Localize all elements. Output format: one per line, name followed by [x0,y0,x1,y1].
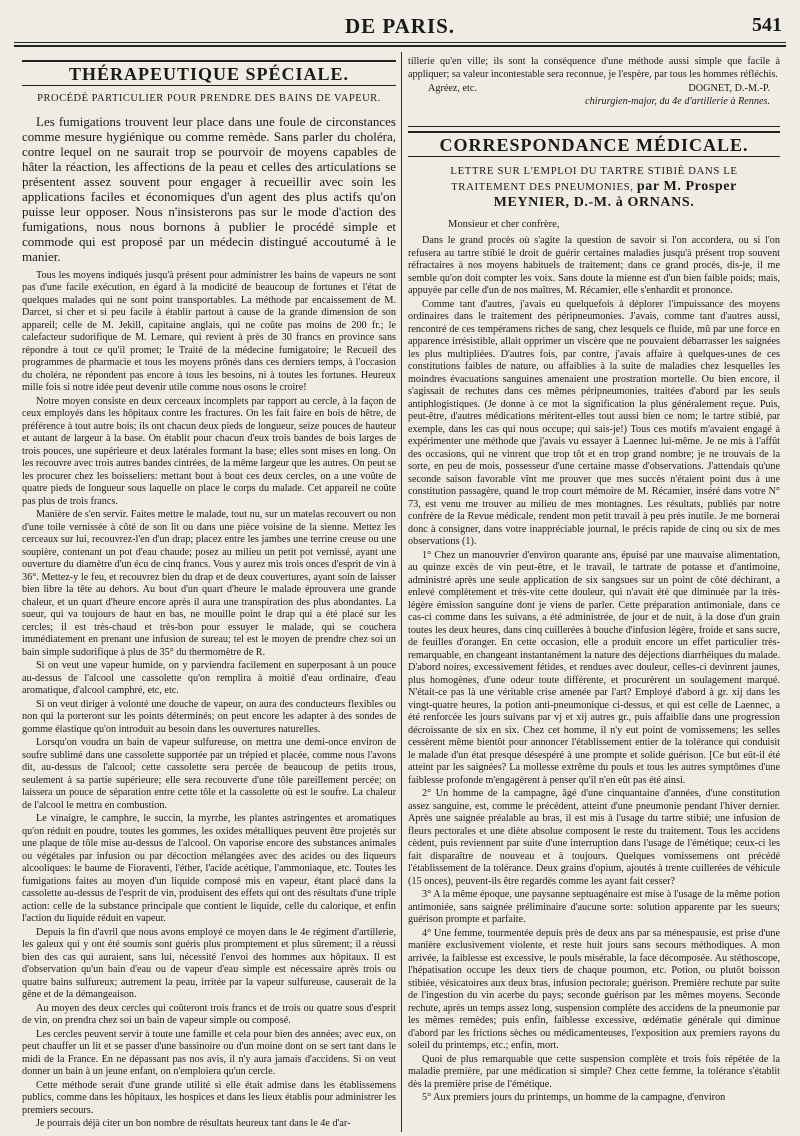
signature-line [428,83,770,96]
paragraph: Quoi de plus remarquable que cette suspension complète et trois fois répétée de la maladie première, par une médication si simple? Chez cette femme, la tolérance s'établit dès la première prise de l'émétique. [408,1053,780,1090]
right-column [408,56,780,1132]
paragraph: Comme tant d'autres, j'avais eu quelquefois à déplorer l'impuissance des moyens ordinaires dans le traitement des péripneumonies. J'avais, comme tant d'autres aussi, rencontré de ces tempéramens riches de sang, chez lesquels ce fluide, mû par une force en apparence irrésistible, allait opprimer un viscère que ne pouvaient débarrasser les saignées les plus multipliées. D'autres fois, par contre, j'avais affaire à quelques-unes de ces constitutions faibles de nature, ou affaiblies à la suite de maladies chez lesquelles les moindres évacuations sanguines amenaient une prostration mortelle. Ou bien encore, il s'agissait de rechutes dans ces mêmes péripneumonies, traitées d'abord par les seuls antiphlogistiques. (Je donne à ce mot la signification la plus généralement reçue. Puis, peut-être, d'autres médications méritent-elles tout aussi bien ce nom; le tartre stibié, par exemple, dans les cas qui nous occupe; qui sais-je!) Tous ces motifs m'avaient engagé à expérimenter une méthode que j'avais vu essayer à Laennec lui-même. Je ne mis à l'affût des occasions, qui ne vinrent que trop tôt et en trop grand nombre; je ne trouvais de la sorte, en peu de mois, possesseur d'une certaine masse d'observations. J'attendais qu'une seconde saison favorable vînt me prouver que mes succès n'étaient point dus à une constitution passagère, quand le trop court mémoire de M. Récamier, inséré dans votre N° 73, est venu me trouver au milieu de mes montagnes. Les résultats, publiés par notre confrère de la Revue médicale, rendent mon petit travail à peu près inutile. Je me bornerai donc à consigner, dans votre inappréciable journal, le précis rapide de cinq ou six de mes observations (1). [408,298,780,547]
paragraph: 5° Aux premiers jours du printemps, un homme de la campagne, d'environ [422,1092,726,1103]
paragraph: 2° Un homme de la campagne, âgé d'une cinquantaine d'années, d'une constitution assez sanguine, est, comme le précédent, atteint d'une pneumonie pendant l'hiver dernier. Après une saignée préalable au bras, il est mis à l'usage du tartre stibié; une infusion de fleurs pectorales et une diète absolue composent le reste du traitement. Tous les accidens cèdent, puis reviennent par suite d'une interruption dans l'usage de l'émétique; ceux-ci les fait disparaître de nouveau et à toujours. Quelques vomissemens ont précédé l'établissement de la tolérance. Deux grains d'opium, ajoutés à trente cuillerées de véhicule (15 onces), peuvent-ils être regardés comme les ayant fait cesser? [408,788,780,887]
column-divider [401,52,402,1132]
paragraph: 4° Une femme, tourmentée depuis près de deux ans par sa ménespausie, est prise d'une manière exclusivement violente, et reste huit jours sans secours méthodiques. A mon arrivée, la faiblesse est excessive, le pouls misérable, la face décomposée. Au stéthoscope, l'hépatisation occupe les deux tiers de chaque poumon, etc. Potion, ou plutôt boisson stibiée, vésicatoires aux deux bras, infusion pectorale; guérison. Première rechute par suite de l'ingestion du vin acerbe du pays; seconde guérison par les mêmes moyens. Seconde rechute, après un temps assez long, suspension complète des accidens de la pneumonie par les mêmes remèdes; puis enfin, faiblesse excessive, œdématie générale qui diminue d'abord par les frictions sèches ou médicamenteuses, l'exposition aux premiers rayons du soleil du printemps, etc.; enfin, mort. [408,927,780,1051]
running-head-title: DE PARIS. [344,14,456,38]
signature-name: DOGNET, D.-M.-P. [688,83,770,94]
lead-paragraph: Les fumigations trouvent leur place dans une foule de circonstances comme mesure hygiénique ou comme remède. Sans parler du choléra, contre lequel on ne saurait trop se pourvoir de moyens capables de hâter la réaction, les affections de la peau et celles des articulations se présentent assez souvent pour engager à recueillir avec soin les applications faciles et économiques d'un agent des plus actifs qu'on puisse leur opposer. Nous n'insisterons pas sur le mode d'action des fumigations, nous nous bornons à publier le procédé simple et commode qui est proposé par un médecin distingué accoutumé à le manier. [22,113,396,264]
letter-author: par M. Prosper MEYNIER, D.-M. à ORNANS. [493,178,737,210]
paragraph: Le vinaigre, le camphre, le succin, la myrrhe, les plantes astringentes et aromatiques qu'on réduit en poudre, toutes les gommes, les oxides métalliques peuvent être projetés sur une plaque de tôle mise au-dessus de l'alcool. On vaporise encore des substances animales ou végétales par infusion ou par décoction mélangées avec des acides ou des liqueurs alcooliques: le baume de Fioraventi, l'éther, l'acide acétique, l'ammoniaque, etc. Toutes les fumigations faites au moyen d'un liquide composé mis en vapeur, étant placé dans la cassolette au-dessus de l'esprit de vin, produisent des effets qui ont des résultats d'une triple action: celle de la substance principale que contient le liquide, celle du calorique, et enfin l'action du liquide réduit en vapeur. [22,813,396,924]
top-rule-thick [14,45,786,47]
paragraph: Dans le grand procès où s'agite la question de savoir si l'on accordera, ou si l'on refusera au tartre stibié le droit de guérir certaines maladies jusqu'à présent trop souvent réfractaires à nos moyens habituels de traitement; dans ce grand procès, dis-je, il me semble qu'on doit compter les voix. Sans doute la mienne est d'un bien faible poids; mais, appuyée par celle d'un de nos maîtres, M. Récamier, elle s'enhardit et prononce. [408,235,780,296]
paragraph: Tous les moyens indiqués jusqu'à présent pour administrer les bains de vapeurs ne sont pas d'une facile exécution, en égard à la modicité de beaucoup de fortunes et l'état de quelques malades qui ne sont point transportables. La méthode par encaissement de M. Darcet, si cher et si peu facile à établir partout à cause de la grande dimension de son appareil; celle de M. Jekill, capitaine anglais, qui ne coûte pas moins de 200 fr.; le calefacteur sudorifique de M. Lemare, qui revient à près de 30 francs en province sans répondre à tout ce qu'il promet; le Traité de la médecine fumigatoire; le Recueil des programmes de pharmacie et tous les moyens prônés dans ces derniers temps, à l'occasion du choléra, ne répondent pas encore à tous les besoins, ni à toutes les fortunes. Heureux mille fois si notre idée peut devenir utile comme nous osons le croire! [22,269,396,393]
letter-heading-text: LETTRE SUR L'EMPLOI DU TARTRE STIBIÉ DANS LE TRAITEMENT DES PNEUMONIES, [450,164,738,193]
paragraph: 1° Chez un manouvrier d'environ quarante ans, épuisé par une mauvaise alimentation, au quinze excès de vin peut-être, et le travail, le tartrate de potasse et d'antimoine, administré après une seule application de six sangsues sur un point de côté déchirant, a enlevé complètement et très-vite cette douleur, qui n'avait été que diminuée par la très-légère émission sanguine dont je viens de parler. Cette préparation antimoniale, dans ce cas-ci comme dans les suivans, a été administrée, de jour et de nuit, à la dose d'un grain toutes les deux heures, dans cinq cuillerées à bouche d'infusion légère, froide et sans sucre, de feuilles d'oranger. En cette occasion, elle a produit encore un effet particulier très-remarquable, en changeant instantanément la nature des déjections diarrhéiques du malade. D'abord noires, excessivement fétides, et rendues avec douleur, celles-ci devinrent jaunes, plus homogènes, d'une odeur toute différente, et procurèrent un soulagement marqué. N'était-ce pas là une véritable crise amenée par l'art? Employé d'abord à gr. xij dans les vingt-quatre heures, la potion anti-pneumonique ci-dessus, et qui est celle de Laennec, a été renforcée les jours suivans par vj et xij autres gr., puis affaiblie dans une progression décroissante de six en six. Chez cet homme, il n'y eut point de vomissemens; les selles cessèrent même bientôt pour annoncer l'établissement entier de la tolérance qui conduisit le malade d'un état presque désespéré à une prompte et solide guérison. [Ce but eût-il été atteint par les saignées? La mollesse extrême du pouls et tous les autres symptômes d'une faiblesse profonde m'engagèrent à penser qu'il n'en eût pas été ainsi. [408,549,780,786]
paragraph: Je pourrais déjà citer un bon nombre de résultats heureux tant dans le 4e d'ar- [36,1118,351,1129]
article-subtitle: PROCÉDÉ PARTICULIER POUR PRENDRE DES BAINS DE VAPEUR. [37,92,381,104]
paragraph: Notre moyen consiste en deux cerceaux incomplets par rapport au cercle, à la façon de ceux employés dans les hôpitaux contre les fractures. On les fait faire en bois de hêtre, de préférence à tout autre bois; ils ont chacun deux pieds de longueur, seize pouces de hauteur et autant de largeur à la base. On établit pour chacun d'eux trois bandes de bois larges de trois pouces, une supérieure et deux latérales formant la base; elles sont mises en long. On les recouvre avec trois autres bandes cintrées, de la même largeur que les autres. On peut se les procurer chez les boisseliers: mettant bout à bout ces deux cercles, on a une voûte de quatre pieds de longueur sous laquelle on place le corps du malade. Cet appareil ne coûte pas plus de trois francs. [22,395,396,507]
paragraph: Si on veut diriger à volonté une douche de vapeur, on aura des conducteurs flexibles ou non qui la porteront sur les points déterminés; on peut encore les adapter à des sondes de gomme élastique qu'on introduit au besoin dans les ouvertures naturelles. [22,698,396,735]
section-header-correspondance [408,131,780,157]
paragraph: Les cercles peuvent servir à toute une famille et cela pour bien des années; avec eux, on peut chauffer un lit et se passer d'une bassinoire ou d'un moine dont on se sert tant dans le midi de la France. En ne dépassant pas nos avis, il n'y aura jamais d'accidens. Si on veut donner un bain à un jeune enfant, on n'emploiera qu'un cercle. [22,1028,396,1077]
paragraph: Depuis la fin d'avril que nous avons employé ce moyen dans le 4e régiment d'artillerie, les galeux qui y ont été soumis sont guéris plus promptement et plus sûrement; il a réussi bien des cas qui auraient, sans lui, nécessité l'envoi des hommes aux hôpitaux. Il est d'observation qu'un bain d'eau ou de vapeur d'eau simple est nécessaire après trois ou quatre bains sulfureux; autrement la peau, irritée par la vapeur sulfureuse, causerait de la gêne et de la démangeaison. [22,926,396,1000]
signature-title: chirurgien-major, du 4e d'artillerie à Rennes. [585,95,770,107]
top-rule [14,42,786,43]
newspaper-page [14,0,786,1136]
page-number: 541 [752,14,782,36]
paragraph: Manière de s'en servir. Faites mettre le malade, tout nu, sur un matelas recouvert ou non d'une toile vernissée à côté de son lit ou dans une pièce voisine de la sienne. Mettez les cerceaux sur lui, recouvrez-l'en d'un drap; placez entre les jambes une terrine creuse ou une soupière, contenant un pot d'eau chaude; posez au milieu un petit pot vernissé, ayant une ouverture du diamètre d'un écu de cinq francs. Vous y aurez mis trois onces d'esprit de vin à 36°. Mettez-y le feu, et recouvrez bien du drap et de deux couvertures, ayant soin de laisser bien libre la tête au dehors. Au bout d'un quart d'heure le malade éprouvera une grande chaleur, et un quart d'heure encore après il aura une transpiration des plus abondantes. La sueur, qui va toujours de haut en bas, ne mouille point le drap qui a été placé sur les cercles; il est très-chaud et très-bon pour essuyer le malade, qui se couchera immédiatement en prenant une infusion de sureau; tel est le moyen de prendre chez soi un bain simple sudorifique à plus de 35° du thermomètre de R. [22,509,396,658]
paragraph: 3° A la même époque, une paysanne septuagénaire est mise à l'usage de la même potion antimoniée, sans saignée préliminaire d'aucune sorte: solution apparente par les sueurs; guérison prompte et parfaite. [408,889,780,925]
salutation: Monsieur et cher confrère, [448,218,560,230]
continued-paragraph: tillerie qu'en ville; ils sont la conséquence d'une méthode aussi simple que facile à appliquer; sa valeur incontestable sera reconnue, je l'espère, par tous les hommes réfléchis. [408,56,780,80]
paragraph: Lorsqu'on voudra un bain de vapeur sulfureuse, on mettra une demi-once environ de soufre sublimé dans une cassolette supportée par un trépied et placée, comme nous l'avons dit, au-dessus de l'alcool; cette cassolette sera percée de beaucoup de petits trous, seulement à sa partie supérieure; elle sera recouverte d'une tôle pareillement percée; on laissera un pouce de séparation entre cette tôle et la cassolette où est le soufre. La chaleur de l'alcool le mettra en combustion. [22,737,396,811]
left-column [22,56,396,1132]
paragraph: Cette méthode serait d'une grande utilité si elle était admise dans les établissemens publics, comme dans les hôpitaux, les hospices et dans les lieux établis pour administrer les premiers secours. [22,1079,396,1116]
section-header-therapeutique [22,60,396,86]
separator-rule [408,126,780,127]
paragraph: Au moyen des deux cercles qui coûteront trois francs et de trois ou quatre sous d'esprit de vin, on prendra chez soi un bain de vapeur simple ou composé. [22,1002,396,1026]
running-head [14,14,786,40]
closing: Agréez, etc. [428,83,477,94]
letter-heading [412,163,776,211]
section-title: THÉRAPEUTIQUE SPÉCIALE. [68,64,350,84]
section-title: CORRESPONDANCE MÉDICALE. [439,135,749,155]
paragraph: Si on veut une vapeur humide, on y parviendra facilement en superposant à un pouce au-dessus de l'alcool une cassolette qu'on remplira à moitié d'eau ordinaire, d'eau aromatique, d'alcool camphré, etc, etc. [22,660,396,696]
